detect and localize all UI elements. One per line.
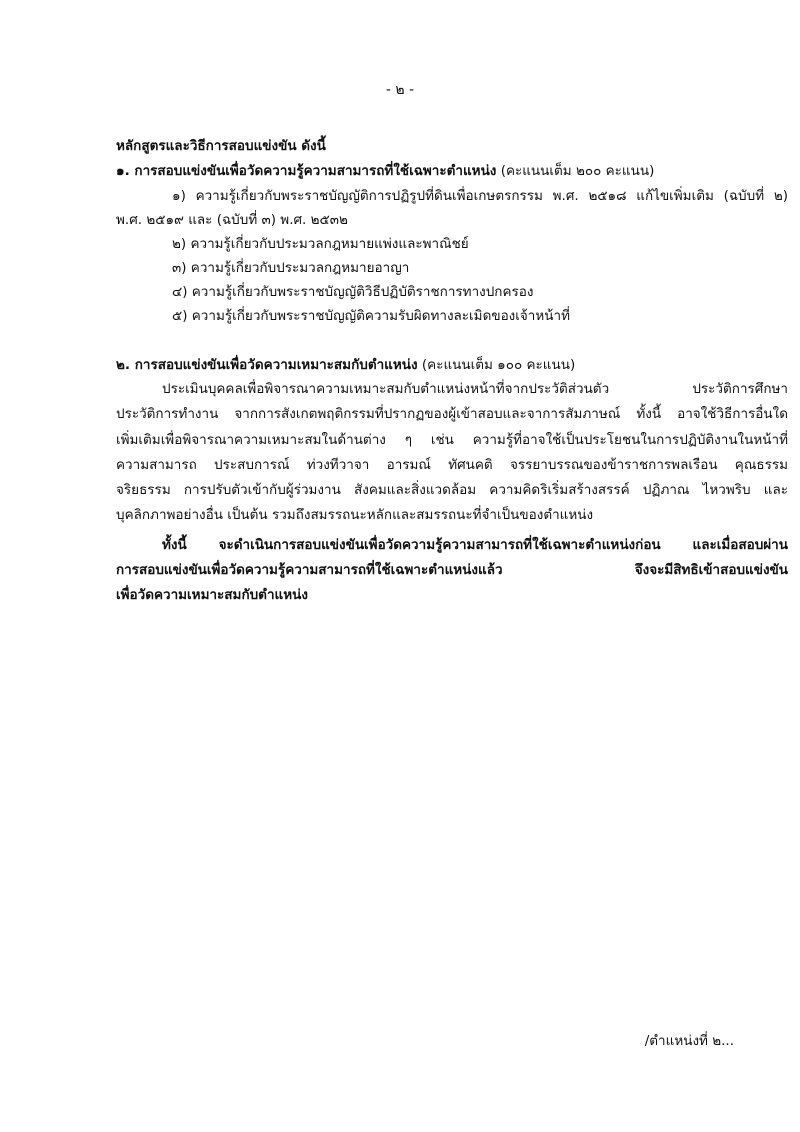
section-2-line-1: ประเมินบุคคลเพื่อพิจารณาความเหมาะสมกับตำแหน่งหน้าที่จากประวัติส่วนตัว ประวัติการศึกษา <box>162 381 788 397</box>
closing-line-1: ทั้งนี้ จะดำเนินการสอบแข่งขันเพื่อวัดความรู้ความสามารถที่ใช้เฉพาะตำแหน่งก่อน และเมื่อสอบผ่าน <box>162 537 788 553</box>
section-1-header <box>116 161 654 181</box>
next-page-reference: /ตำแหน่งที่ ๒... <box>644 1033 734 1049</box>
section-1-item-2: ๒) ความรู้เกี่ยวกับประมวลกฎหมายแพ่งและพาณิชย์ <box>172 236 469 252</box>
section-1-title: ๑. การสอบแข่งขันเพื่อวัดความรู้ความสามารถที่ใช้เฉพาะตำแหน่ง <box>116 163 497 179</box>
curriculum-heading: หลักสูตรและวิธีการสอบแข่งขัน ดังนี้ <box>116 138 326 154</box>
section-2-line-5: จริยธรรม การปรับตัวเข้ากับผู้ร่วมงาน สังคมและสิ่งแวดล้อม ความคิดริเริ่มสร้างสรรค์ ปฏิภาณ ไหวพริบ และ <box>116 482 788 498</box>
section-1-item-1: ๑) ความรู้เกี่ยวกับพระราชบัญญัติการปฏิรูปที่ดินเพื่อเกษตรกรรม พ.ศ. ๒๕๑๘ แก้ไขเพิ่มเติม (ฉบับที่ ๒) <box>172 188 788 204</box>
section-2-title: ๒. การสอบแข่งขันเพื่อวัดความเหมาะสมกับตำแหน่ง <box>116 357 418 373</box>
section-1-item-4: ๔) ความรู้เกี่ยวกับพระราชบัญญัติวิธีปฏิบัติราชการทางปกครอง <box>172 284 534 300</box>
section-2-score: (คะแนนเต็ม ๑๐๐ คะแนน) <box>421 357 576 373</box>
section-1-item-3: ๓) ความรู้เกี่ยวกับประมวลกฎหมายอาญา <box>172 260 410 276</box>
section-2-line-2: ประวัติการทำงาน จากการสังเกตพฤติกรรมที่ปรากฏของผู้เข้าสอบและจาการสัมภาษณ์ ทั้งนี้ อาจใช้วิธีการอื่นใด <box>116 406 788 422</box>
section-2-line-3: เพิ่มเติมเพื่อพิจารณาความเหมาะสมในด้านต่าง ๆ เช่น ความรู้ที่อาจใช้เป็นประโยชนในการปฏิบัติงานในหน้าที่ <box>116 432 788 448</box>
section-1-item-1-cont: พ.ศ. ๒๕๑๙ และ (ฉบับที่ ๓) พ.ศ. ๒๕๓๒ <box>116 212 348 228</box>
section-1-item-5: ๕) ความรู้เกี่ยวกับพระราชบัญญัติความรับผิดทางละเมิดของเจ้าหน้าที่ <box>172 308 570 324</box>
section-2-header <box>116 355 575 375</box>
section-1-score: (คะแนนเต็ม ๒๐๐ คะแนน) <box>500 163 655 179</box>
closing-line-3: เพื่อวัดความเหมาะสมกับตำแหน่ง <box>116 587 308 603</box>
closing-line-2: การสอบแข่งขันเพื่อวัดความรู้ความสามารถที่ใช้เฉพาะตำแหน่งแล้ว จึงจะมีสิทธิเข้าสอบแข่งขัน <box>116 562 788 578</box>
section-2-line-4: ความสามารถ ประสบการณ์ ท่วงทีวาจา อารมณ์ ทัศนคติ จรรยาบรรณของข้าราชการพลเรือน คุณธรรม <box>116 457 788 473</box>
section-2-line-6: บุคลิกภาพอย่างอื่น เป็นต้น รวมถึงสมรรถนะหลักและสมรรถนะที่จำเป็นของตำแหน่ง <box>116 507 594 523</box>
page-number: - ๒ - <box>385 82 415 98</box>
